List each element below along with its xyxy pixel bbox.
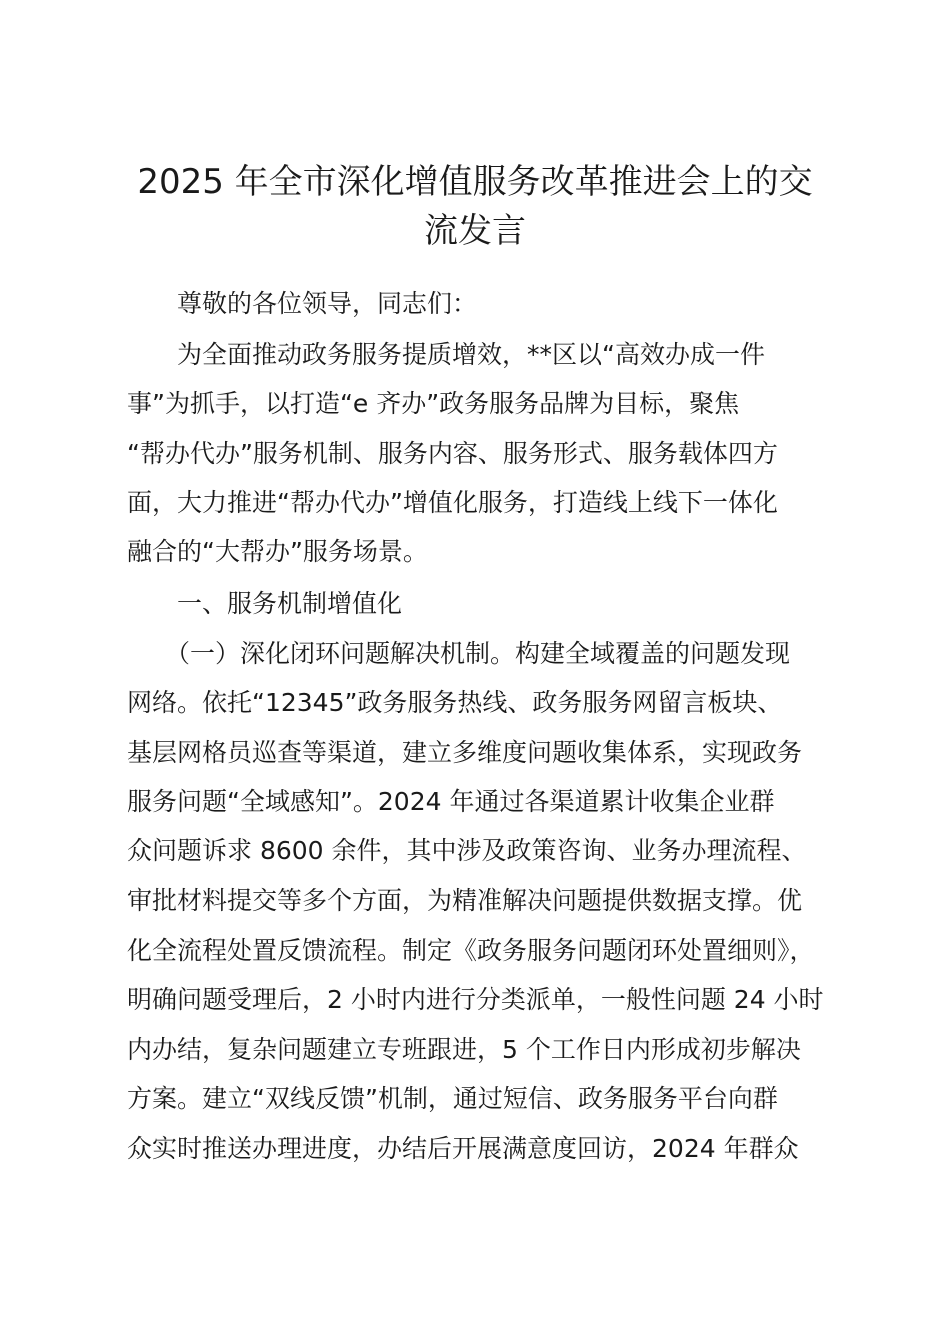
paragraph-line: 化全流程处置反馈流程。制定《政务服务问题闭环处置细则》， [127,936,815,965]
paragraph-line: 面，大力推进“帮办代办”增值化服务，打造线上线下一体化 [127,488,778,517]
paragraph-line: 网络。依托“12345”政务服务热线、政务服务网留言板块、 [127,688,783,717]
paragraph-line: 融合的“大帮办”服务场景。 [127,537,428,566]
paragraph-line: “帮办代办”服务机制、服务内容、服务形式、服务载体四方 [127,439,778,468]
paragraph-line: 众实时推送办理进度，办结后开展满意度回访，2024 年群众 [127,1134,799,1163]
paragraph-line: 众问题诉求 8600 余件，其中涉及政策咨询、业务办理流程、 [127,836,807,865]
document-title-line-2: 流发言 [424,211,526,251]
paragraph-line: 审批材料提交等多个方面，为精准解决问题提供数据支撑。优 [127,886,803,915]
document-title-line-1: 2025 年全市深化增值服务改革推进会上的交 [137,162,813,202]
paragraph-line: 方案。建立“双线反馈”机制，通过短信、政务服务平台向群 [127,1084,778,1113]
paragraph-line: 事”为抓手，以打造“e 齐办”政务服务品牌为目标，聚焦 [127,389,740,418]
paragraph-line: 基层网格员巡查等渠道，建立多维度问题收集体系，实现政务 [127,738,803,767]
paragraph-line: 明确问题受理后，2 小时内进行分类派单，一般性问题 24 小时 [127,985,824,1014]
paragraph-line: 为全面推动政务服务提质增效，**区以“高效办成一件 [177,340,765,369]
paragraph-line: 内办结，复杂问题建立专班跟进，5 个工作日内形成初步解决 [127,1035,801,1064]
paragraph-line: 服务问题“全域感知”。2024 年通过各渠道累计收集企业群 [127,787,775,816]
section-heading: 一、服务机制增值化 [177,589,403,618]
paragraph-line: （一）深化闭环问题解决机制。构建全域覆盖的问题发现 [165,639,791,668]
salutation: 尊敬的各位领导，同志们： [177,289,478,318]
